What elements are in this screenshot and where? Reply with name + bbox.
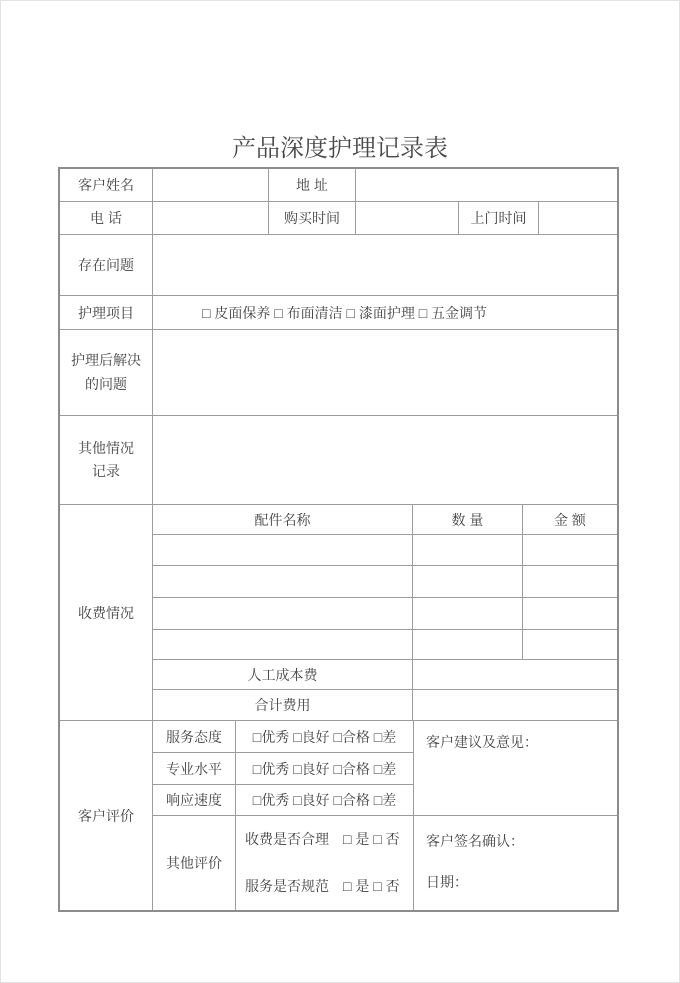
total-cost-field: [413, 690, 617, 720]
quantity-field: [413, 598, 523, 629]
amount-field: [523, 566, 617, 597]
accessory-name-field: [153, 535, 413, 565]
care-record-table: [58, 167, 619, 912]
quantity-column-header: 数 量: [413, 505, 523, 534]
charges-empty-row: [153, 566, 617, 598]
quantity-field: [413, 630, 523, 659]
quantity-field: [413, 566, 523, 597]
care-items-checkboxes: □ 皮面保养 □ 布面清洁 □ 漆面护理 □ 五金调节: [202, 304, 488, 321]
other-record-field: [153, 416, 617, 504]
solved-problems-field: [153, 330, 617, 415]
other-record-label-line1: 其他情况: [78, 439, 134, 456]
charges-label: 收费情况: [60, 505, 153, 720]
customer-name-label: 客户姓名: [60, 169, 153, 201]
accessory-name-field: [153, 630, 413, 659]
care-items-label: 护理项目: [60, 296, 153, 329]
charges-empty-row: [153, 535, 617, 566]
charges-header-row: [153, 505, 617, 535]
quantity-field: [413, 535, 523, 565]
service-attitude-checkboxes: □优秀 □良好 □合格 □差: [252, 728, 397, 745]
evaluation-section: [60, 721, 617, 910]
row-customer-address: [60, 169, 617, 202]
signature-area: [414, 816, 617, 910]
accessory-name-field: [153, 566, 413, 597]
solved-problems-label: [60, 330, 153, 415]
charges-table: [153, 505, 617, 720]
other-evaluation-checkboxes: [236, 816, 413, 910]
other-evaluation-label: 其他评价: [153, 816, 236, 910]
problems-field: [153, 235, 617, 295]
visit-time-field: [539, 202, 617, 234]
address-label: 地 址: [269, 169, 356, 201]
row-phone-times: [60, 202, 617, 235]
customer-signature-label: 客户签名确认：: [426, 833, 524, 849]
solved-problems-label-line2: 的问题: [85, 375, 127, 392]
visit-time-label: 上门时间: [459, 202, 539, 234]
professional-level-label: 专业水平: [153, 753, 236, 784]
response-speed-label: 响应速度: [153, 785, 236, 815]
labor-cost-row: [153, 660, 617, 690]
other-record-label-line2: 记录: [92, 463, 120, 479]
labor-cost-field: [413, 660, 617, 689]
response-speed-row: [153, 785, 413, 816]
service-standard-checkboxes: 服务是否规范 □ 是 □ 否: [245, 878, 400, 894]
charge-reasonable-checkboxes: 收费是否合理 □ 是 □ 否: [245, 831, 400, 847]
evaluation-label: 客户评价: [60, 721, 153, 910]
total-cost-label: 合计费用: [153, 690, 413, 720]
service-attitude-row: [153, 721, 413, 753]
page-title: 产品深度护理记录表: [232, 135, 448, 162]
phone-field: [153, 202, 269, 234]
evaluation-right-panel: [414, 721, 617, 910]
amount-field: [523, 535, 617, 565]
professional-level-row: [153, 753, 413, 785]
purchase-time-label: 购买时间: [269, 202, 356, 234]
problems-label: 存在问题: [60, 235, 153, 295]
service-attitude-label: 服务态度: [153, 721, 236, 752]
charges-empty-row: [153, 630, 617, 660]
evaluation-rating-block: [153, 721, 414, 910]
amount-column-header: 金 额: [554, 511, 586, 528]
charges-section: [60, 505, 617, 721]
accessory-name-column-header: 配件名称: [153, 505, 413, 534]
professional-level-checkboxes: □优秀 □良好 □合格 □差: [252, 760, 397, 777]
other-evaluation-row: [153, 816, 413, 910]
purchase-time-field: [356, 202, 459, 234]
charges-empty-row: [153, 598, 617, 630]
other-record-label: [60, 416, 153, 504]
accessory-name-field: [153, 598, 413, 629]
amount-field: [523, 630, 617, 659]
total-cost-row: [153, 690, 617, 720]
response-speed-checkboxes: □优秀 □良好 □合格 □差: [252, 792, 397, 808]
phone-label: 电 话: [60, 202, 153, 234]
amount-field: [523, 598, 617, 629]
solved-problems-label-line1: 护理后解决: [71, 352, 141, 369]
row-problems: [60, 235, 617, 296]
row-solved-problems: [60, 330, 617, 416]
customer-suggestion-label: 客户建议及意见：: [414, 721, 617, 816]
address-field: [356, 169, 617, 201]
customer-name-field: [153, 169, 269, 201]
row-care-items: [60, 296, 617, 330]
row-other-record: [60, 416, 617, 505]
labor-cost-label: 人工成本费: [153, 660, 413, 689]
date-label: 日期：: [426, 874, 468, 890]
